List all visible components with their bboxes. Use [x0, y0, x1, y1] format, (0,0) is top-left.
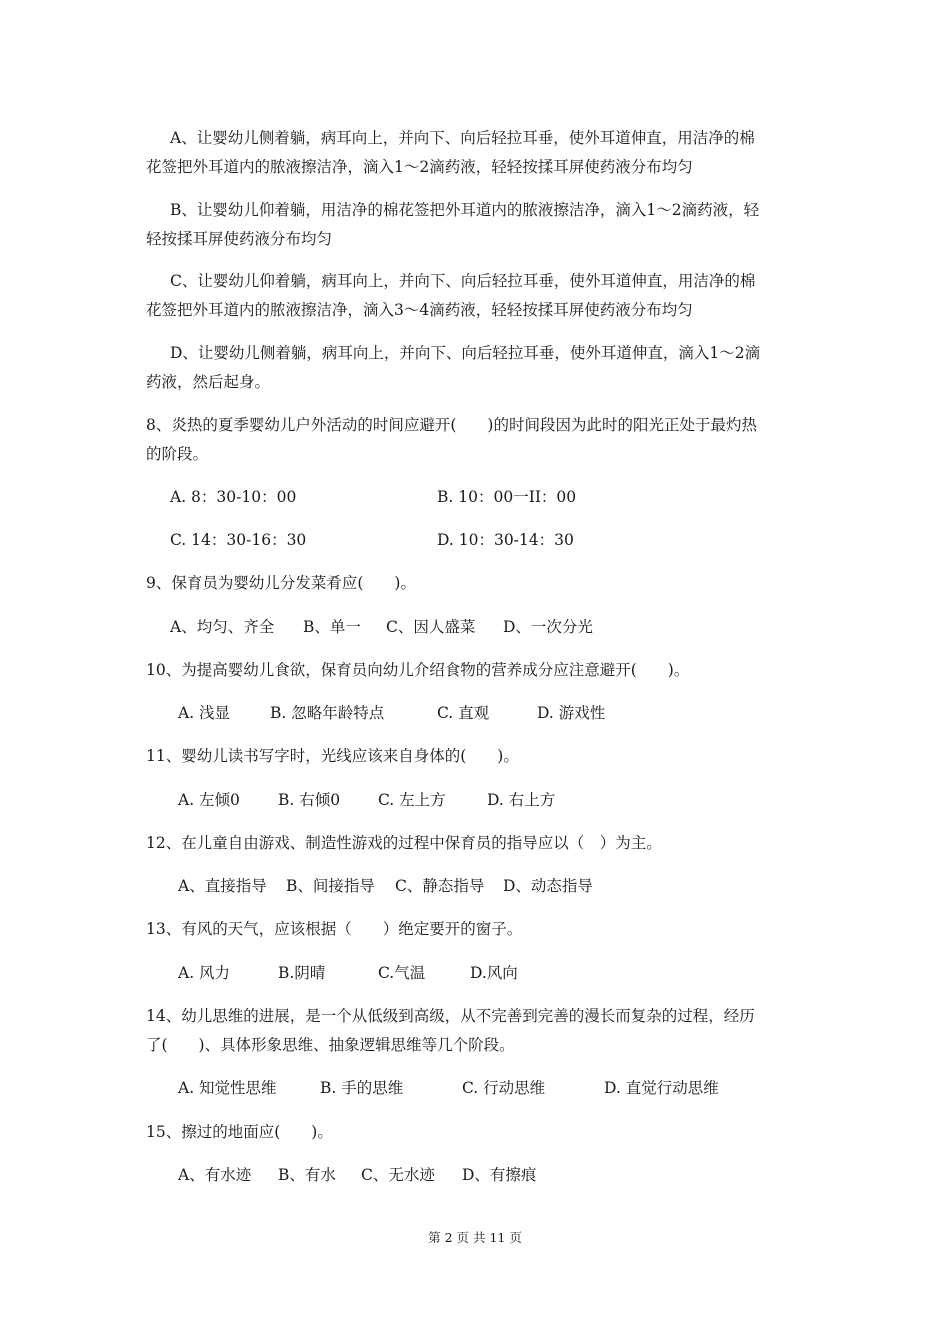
q14-options	[0, 1078, 950, 1098]
q13-option-a: A. 风力	[178, 964, 231, 982]
q9-option-d: D、一次分光	[503, 618, 593, 636]
q13-stem: 13、有风的天气，应该根据（ ）绝定要开的窗子。	[146, 920, 523, 938]
q12-option-a: A、直接指导	[178, 877, 267, 895]
q15-options	[0, 1165, 950, 1185]
q10-stem: 10、为提高婴幼儿食欲，保育员向幼儿介绍食物的营养成分应注意避开( )。	[146, 661, 690, 679]
q7-option-b-line2: 轻按揉耳屏使药液分布均匀	[146, 230, 333, 248]
q15-option-d: D、有擦痕	[462, 1166, 537, 1184]
q14-stem-line2: 了( )、具体形象思维、抽象逻辑思维等几个阶段。	[146, 1036, 515, 1054]
q10-option-c: C. 直观	[437, 704, 490, 722]
q15-option-a: A、有水迹	[178, 1166, 252, 1184]
q11-option-a: A. 左倾0	[178, 791, 240, 809]
q8-options-row1	[0, 487, 950, 507]
q7-option-c-line1: C、让婴幼儿仰着躺，病耳向上，并向下、向后轻拉耳垂，使外耳道伸直，用洁净的棉	[170, 272, 756, 290]
q7-option-b-line1: B、让婴幼儿仰着躺，用洁净的棉花签把外耳道内的脓液擦洁净，滴入1～2滴药液，轻	[170, 201, 760, 219]
q13-option-c: C.气温	[378, 964, 426, 982]
q9-option-b: B、单一	[303, 618, 361, 636]
q12-stem: 12、在儿童自由游戏、制造性游戏的过程中保育员的指导应以（ ）为主。	[146, 834, 662, 852]
q9-option-c: C、因人盛菜	[386, 618, 476, 636]
q14-option-d: D. 直觉行动思维	[604, 1079, 719, 1097]
q8-stem-line2: 的阶段。	[146, 445, 209, 463]
q8-stem-line1: 8、炎热的夏季婴幼儿户外活动的时间应避开( )的时间段因为此时的阳光正处于最灼热	[146, 416, 757, 434]
q10-option-b: B. 忽略年龄特点	[270, 704, 385, 722]
q7-option-a-line1: A、让婴幼儿侧着躺，病耳向上，并向下、向后轻拉耳垂，使外耳道伸直，用洁净的棉	[170, 129, 755, 147]
q10-option-d: D. 游戏性	[537, 704, 606, 722]
q15-stem: 15、擦过的地面应( )。	[146, 1123, 333, 1141]
q11-option-c: C. 左上方	[378, 791, 446, 809]
q15-option-c: C、无水迹	[361, 1166, 435, 1184]
q12-option-b: B、间接指导	[286, 877, 375, 895]
q13-option-b: B.阴晴	[278, 964, 326, 982]
q14-option-c: C. 行动思维	[462, 1079, 546, 1097]
q8-options-row2	[0, 530, 950, 550]
page-number-footer: 第 2 页 共 11 页	[428, 1230, 522, 1245]
q8-option-c: C. 14：30-16：30	[170, 531, 307, 549]
q11-option-b: B. 右倾0	[278, 791, 341, 809]
q8-option-a: A. 8：30-10：00	[170, 488, 297, 506]
q8-option-d: D. 10：30-14：30	[437, 531, 574, 549]
q7-option-d-line2: 药液，然后起身。	[146, 373, 271, 391]
q13-options	[0, 963, 950, 983]
q15-option-b: B、有水	[278, 1166, 336, 1184]
q11-option-d: D. 右上方	[487, 791, 556, 809]
q7-option-c-line2: 花签把外耳道内的脓液擦洁净，滴入3～4滴药液，轻轻按揉耳屏使药液分布均匀	[146, 301, 693, 319]
q10-options	[0, 703, 950, 723]
q9-stem: 9、保育员为婴幼儿分发菜肴应( )。	[146, 574, 416, 592]
q11-options	[0, 790, 950, 810]
q12-option-c: C、静态指导	[395, 877, 485, 895]
q8-option-b: B. 10：00一II：00	[437, 488, 577, 506]
q7-option-a-line2: 花签把外耳道内的脓液擦洁净，滴入1～2滴药液，轻轻按揉耳屏使药液分布均匀	[146, 158, 693, 176]
q14-option-b: B. 手的思维	[320, 1079, 404, 1097]
q14-stem-line1: 14、幼儿思维的进展，是一个从低级到高级，从不完善到完善的漫长而复杂的过程，经历	[146, 1007, 755, 1025]
q12-option-d: D、动态指导	[503, 877, 593, 895]
q9-option-a: A、均匀、齐全	[170, 618, 275, 636]
q13-option-d: D.风向	[470, 964, 518, 982]
q12-options	[0, 876, 950, 896]
q10-option-a: A. 浅显	[178, 704, 231, 722]
q7-option-d-line1: D、让婴幼儿侧着躺，病耳向上，并向下、向后轻拉耳垂，使外耳道伸直，滴入1～2滴	[170, 344, 761, 362]
q11-stem: 11、婴幼儿读书写字时，光线应该来自身体的( )。	[146, 747, 519, 765]
q14-option-a: A. 知觉性思维	[178, 1079, 277, 1097]
q9-options	[0, 617, 950, 637]
